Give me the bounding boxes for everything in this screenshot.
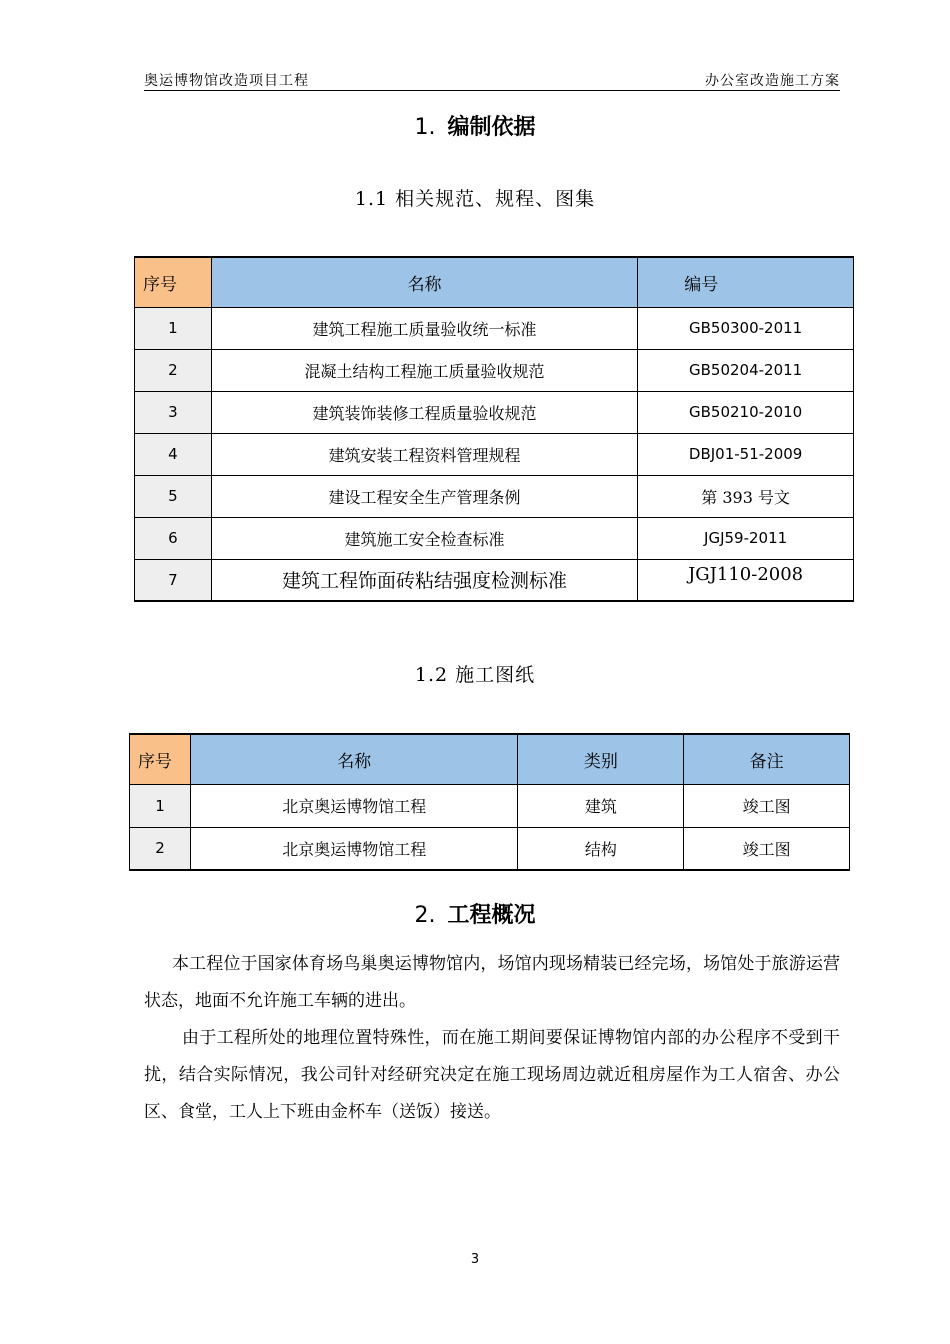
row-name: 建筑装饰装修工程质量验收规范 xyxy=(211,391,637,433)
standards-table xyxy=(134,256,854,602)
subsection-1-1-heading: 1.1 相关规范、规程、图集 xyxy=(354,188,596,210)
row-code: 第 393 号文 xyxy=(638,475,854,517)
row-name: 建筑工程饰面砖粘结强度检测标准 xyxy=(211,559,637,601)
drawings-table xyxy=(129,733,850,871)
row-category: 结构 xyxy=(518,827,684,870)
table-row xyxy=(135,517,854,559)
row-seq: 1 xyxy=(130,784,191,827)
header-project-name: 奥运博物馆改造项目工程 xyxy=(144,73,309,89)
row-code: DBJ01-51-2009 xyxy=(638,433,854,475)
row-code: GB50210-2010 xyxy=(638,391,854,433)
row-seq: 2 xyxy=(135,349,212,391)
row-name: 建筑工程施工质量验收统一标准 xyxy=(211,307,637,349)
header-cell-name: 名称 xyxy=(190,734,518,784)
table-row xyxy=(135,349,854,391)
table-header-row xyxy=(135,257,854,307)
row-code: JGJ110-2008 xyxy=(638,559,854,601)
table-row xyxy=(135,433,854,475)
header-cell-seq: 序号 xyxy=(135,257,212,307)
page-number: 3 xyxy=(470,1252,480,1267)
section-1-heading xyxy=(0,110,950,141)
section-1-title: 编制依据 xyxy=(447,115,536,140)
section-2-number: 2. xyxy=(414,903,436,928)
row-seq: 2 xyxy=(130,827,191,870)
row-code: GB50204-2011 xyxy=(638,349,854,391)
row-name: 北京奥运博物馆工程 xyxy=(190,784,518,827)
row-seq: 4 xyxy=(135,433,212,475)
row-code: JGJ59-2011 xyxy=(638,517,854,559)
row-name: 北京奥运博物馆工程 xyxy=(190,827,518,870)
row-remark: 竣工图 xyxy=(684,827,850,870)
header-cell-code: 编号 xyxy=(638,257,854,307)
row-remark: 竣工图 xyxy=(684,784,850,827)
row-seq: 6 xyxy=(135,517,212,559)
table-row xyxy=(135,307,854,349)
table-row xyxy=(135,559,854,601)
section-1-number: 1. xyxy=(414,115,436,140)
row-seq: 1 xyxy=(135,307,212,349)
table-header-row xyxy=(130,734,850,784)
row-name: 建筑安装工程资料管理规程 xyxy=(211,433,637,475)
row-name: 建筑施工安全检查标准 xyxy=(211,517,637,559)
paragraph-2: 由于工程所处的地理位置特殊性，而在施工期间要保证博物馆内部的办公程序不受到干扰，结合实际情况，我公司针对经研究决定在施工现场周边就近租房屋作为工人宿舍、办公区、食堂，工人上下班由金杯车（送饭）接送。 xyxy=(144,1028,840,1122)
row-code: GB50300-2011 xyxy=(638,307,854,349)
row-seq: 7 xyxy=(135,559,212,601)
row-name: 混凝土结构工程施工质量验收规范 xyxy=(211,349,637,391)
section-2-title: 工程概况 xyxy=(447,903,536,928)
header-document-name: 办公室改造施工方案 xyxy=(705,73,840,89)
table-row xyxy=(130,784,850,827)
header-cell-category: 类别 xyxy=(518,734,684,784)
paragraph-1: 本工程位于国家体育场鸟巢奥运博物馆内，场馆内现场精装已经完场，场馆处于旅游运营状态，地面不允许施工车辆的进出。 xyxy=(144,954,840,1011)
table-row xyxy=(130,827,850,870)
header-cell-seq: 序号 xyxy=(130,734,191,784)
table-row xyxy=(135,391,854,433)
row-name: 建设工程安全生产管理条例 xyxy=(211,475,637,517)
table-row xyxy=(135,475,854,517)
row-seq: 5 xyxy=(135,475,212,517)
header-cell-remark: 备注 xyxy=(684,734,850,784)
page-header xyxy=(144,68,840,91)
row-seq: 3 xyxy=(135,391,212,433)
section-2-heading xyxy=(0,898,950,929)
header-cell-name: 名称 xyxy=(211,257,637,307)
row-category: 建筑 xyxy=(518,784,684,827)
subsection-1-2-heading: 1.2 施工图纸 xyxy=(414,664,536,686)
